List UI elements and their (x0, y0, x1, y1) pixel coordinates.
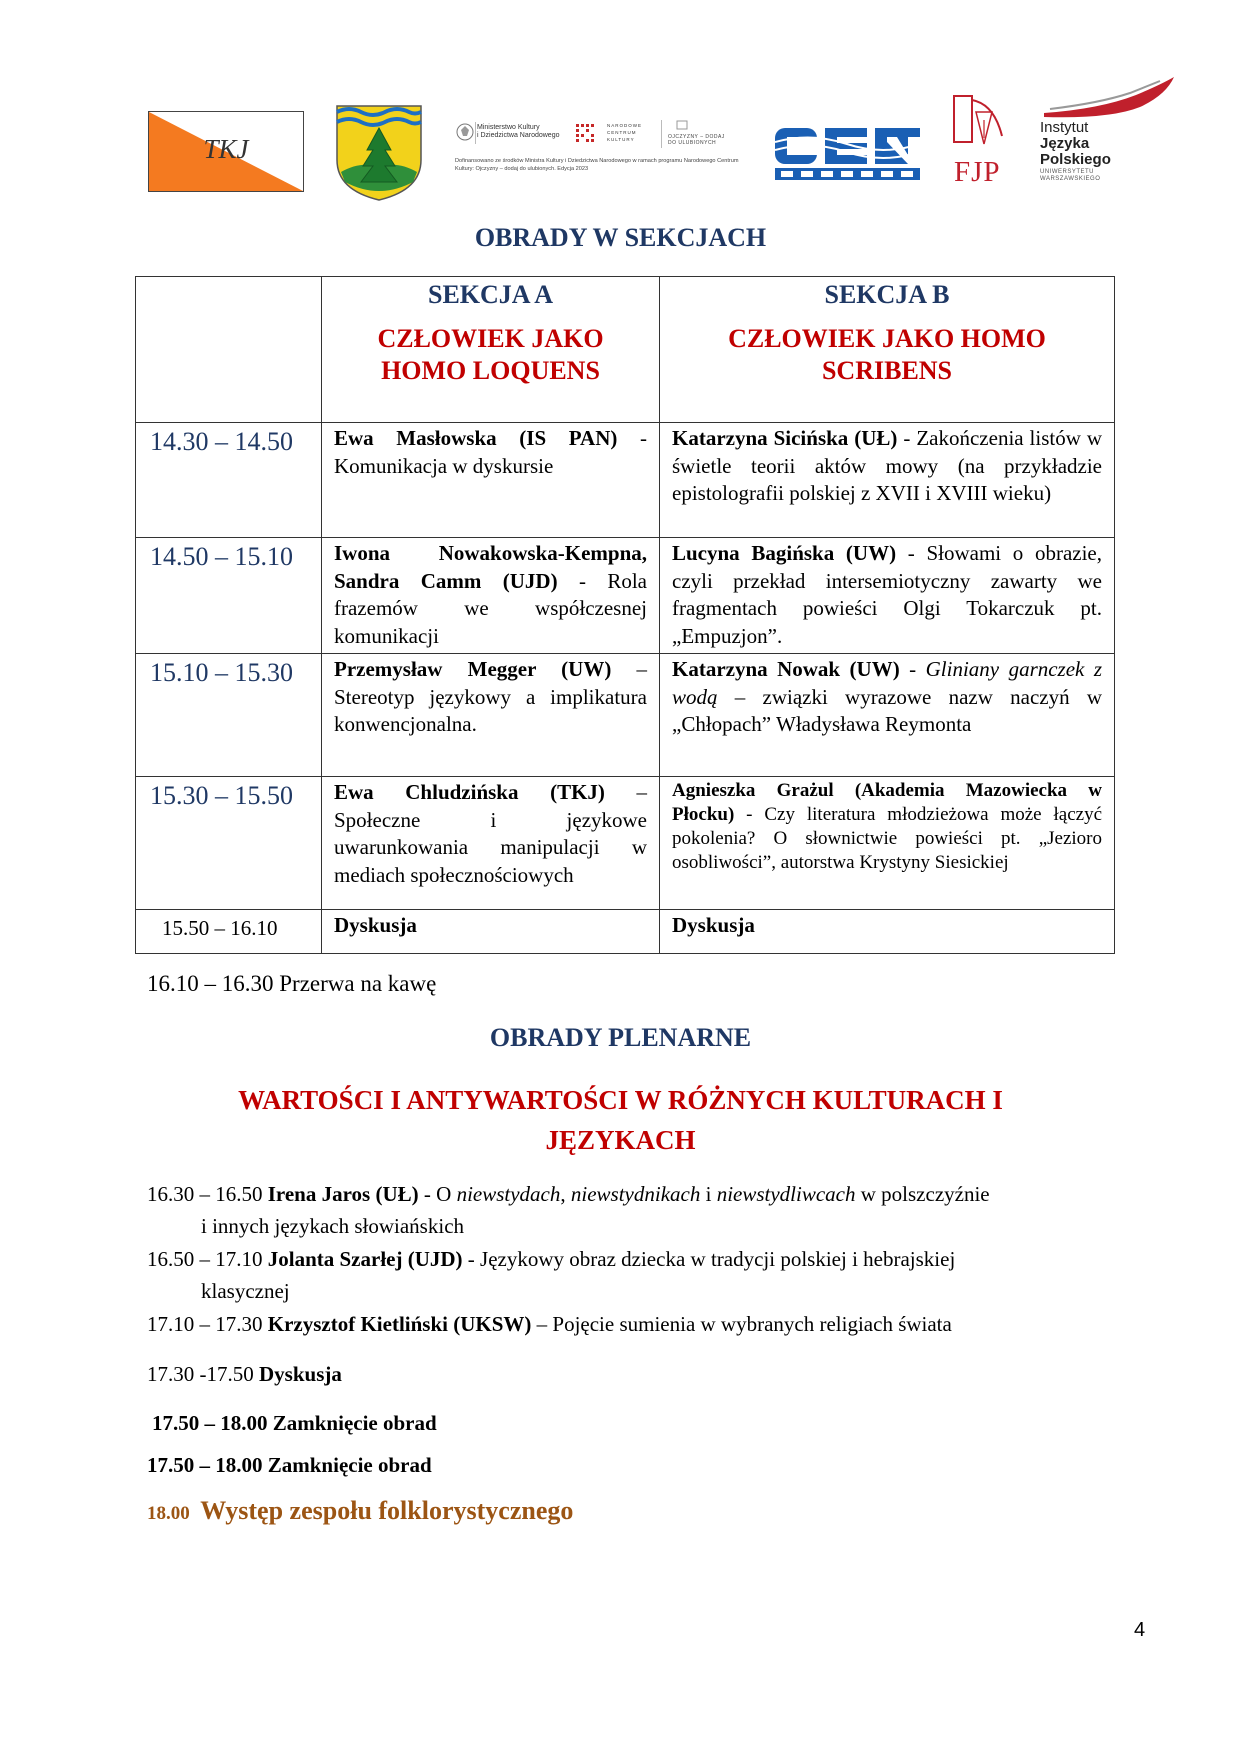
ijp-logo (1040, 75, 1180, 193)
funding-caption: Dofinansowano ze środków Ministra Kultury i Dziedzictwa Narodowego w ramach programu Narodowego Centrum Kultury: Ojczyzny – dodaj do ulubionych. Edycja 2023 (455, 158, 739, 172)
sections-program-table (135, 276, 1115, 954)
section-b-label: SEKCJA B (824, 280, 950, 309)
section-a-title: CZŁOWIEK JAKO HOMO LOQUENS (377, 324, 604, 385)
logo-bar (0, 0, 1241, 200)
ijp-line-2: Języka (1040, 135, 1090, 152)
section-a-talk: Przemysław Megger (UW) – Stereotyp językowy a implikatura konwencjonalna. (322, 654, 660, 777)
section-a-talk: Ewa Chludzińska (TKJ) – Społeczne i językowe uwarunkowania manipulacji w mediach społecznościowych (322, 777, 660, 910)
ijp-swoosh-icon (1040, 75, 1180, 119)
table-header-row (136, 277, 1115, 423)
table-row (136, 538, 1115, 654)
section-a-talk: Iwona Nowakowska-Kempna, Sandra Camm (UJD) - Rola frazemów we współczesnej komunikacji (322, 538, 660, 654)
plenary-talk: 17.10 – 17.30 Krzysztof Kietliński (UKSW) – Pojęcie sumienia w wybranych religiach świata (147, 1312, 952, 1336)
plenary-theme: WARTOŚCI I ANTYWARTOŚCI W RÓŻNYCH KULTURACH I JĘZYKACH (238, 1085, 1003, 1155)
ijp-line-1: Instytut (1040, 119, 1089, 136)
row-time: 14.30 – 14.50 (136, 423, 322, 538)
table-row (136, 654, 1115, 777)
row-time: 15.10 – 15.30 (136, 654, 322, 777)
plenary-talk: 16.30 – 16.50 Irena Jaros (UŁ) - O niewstydach, niewstydnikach i niewstydliwcach w polszczyźnie i innych językach słowiańskich (147, 1182, 990, 1238)
plenary-discussion: 17.30 -17.50 Dyskusja (147, 1362, 342, 1386)
section-a-discussion: Dyskusja (322, 910, 660, 954)
sections-title: OBRADY W SEKCJACH (474, 223, 767, 252)
header-empty-cell (136, 277, 322, 423)
section-a-talk: Ewa Masłowska (IS PAN) - Komunikacja w dyskursie (322, 423, 660, 538)
table-row (136, 777, 1115, 910)
row-time: 15.50 – 16.10 (136, 910, 322, 954)
section-b-talk: Agnieszka Grażul (Akademia Mazowiecka w Płocku) - Czy literatura młodzieżowa może łączyć pokolenia? O słownictwie powieści pt. „Jezioro osobliwości”, autorstwa Krystyny Siesickiej (660, 777, 1115, 910)
section-b-header (660, 277, 1115, 423)
closing-line-2: 17.50 – 18.00 Zamknięcie obrad (147, 1453, 432, 1477)
section-a-label: SEKCJA A (428, 280, 553, 309)
ncd-name: NARODOWE CENTRUM KULTURY (607, 123, 642, 142)
closing-line-1: 17.50 – 18.00 Zamknięcie obrad (152, 1411, 437, 1435)
tkj-logo (148, 111, 304, 192)
tkj-logo-text: TKJ (203, 134, 249, 164)
ijp-line-3: Polskiego (1040, 151, 1111, 168)
section-a-header (322, 277, 660, 423)
section-b-talk: Lucyna Bagińska (UW) - Słowami o obrazie, czyli przekład intersemiotyczny zawarty we fragmentach powieści Olgi Tokarczuk pt. „Empuzjon”. (660, 538, 1115, 654)
section-b-discussion: Dyskusja (660, 910, 1115, 954)
row-time: 15.30 – 15.50 (136, 777, 322, 910)
ministry-funding-logos (455, 118, 745, 184)
ijp-university: UNIWERSYTETU WARSZAWSKIEGO (1040, 169, 1101, 182)
municipality-crest-logo (333, 102, 425, 202)
ojczyzny-name: OJCZYZNY – DODAJ DO ULUBIONYCH (668, 134, 725, 146)
fjp-logo-text: FJP (954, 156, 1001, 188)
row-time: 14.50 – 15.10 (136, 538, 322, 654)
ministry-name: Ministerstwo Kultury i Dziedzictwa Narodowego (477, 124, 560, 139)
folk-performance: 18.00 Występ zespołu folklorystycznego (147, 1496, 574, 1525)
section-b-title: CZŁOWIEK JAKO HOMO SCRIBENS (728, 324, 1046, 385)
fountain-pen-icon (950, 92, 1010, 158)
plenary-title: OBRADY PLENARNE (489, 1023, 752, 1052)
plenary-talk: 16.50 – 17.10 Jolanta Szarłej (UJD) - Językowy obraz dziecka w tradycji polskiej i hebrajskiej klasycznej (147, 1247, 956, 1303)
fjp-logo (950, 92, 1010, 190)
table-row (136, 423, 1115, 538)
page-number: 4 (1134, 1619, 1146, 1641)
table-row (136, 910, 1115, 954)
cen-suwalki-logo (775, 128, 920, 182)
coffee-break: 16.10 – 16.30 Przerwa na kawę (147, 971, 437, 996)
section-b-talk: Katarzyna Nowak (UW) - Gliniany garnczek z wodą – związki wyrazowe nazw naczyń w „Chłopach” Władysława Reymonta (660, 654, 1115, 777)
section-b-talk: Katarzyna Sicińska (UŁ) - Zakończenia listów w świetle teorii aktów mowy (na przykładzie epistolografii polskiej z XVII i XVIII wieku) (660, 423, 1115, 538)
